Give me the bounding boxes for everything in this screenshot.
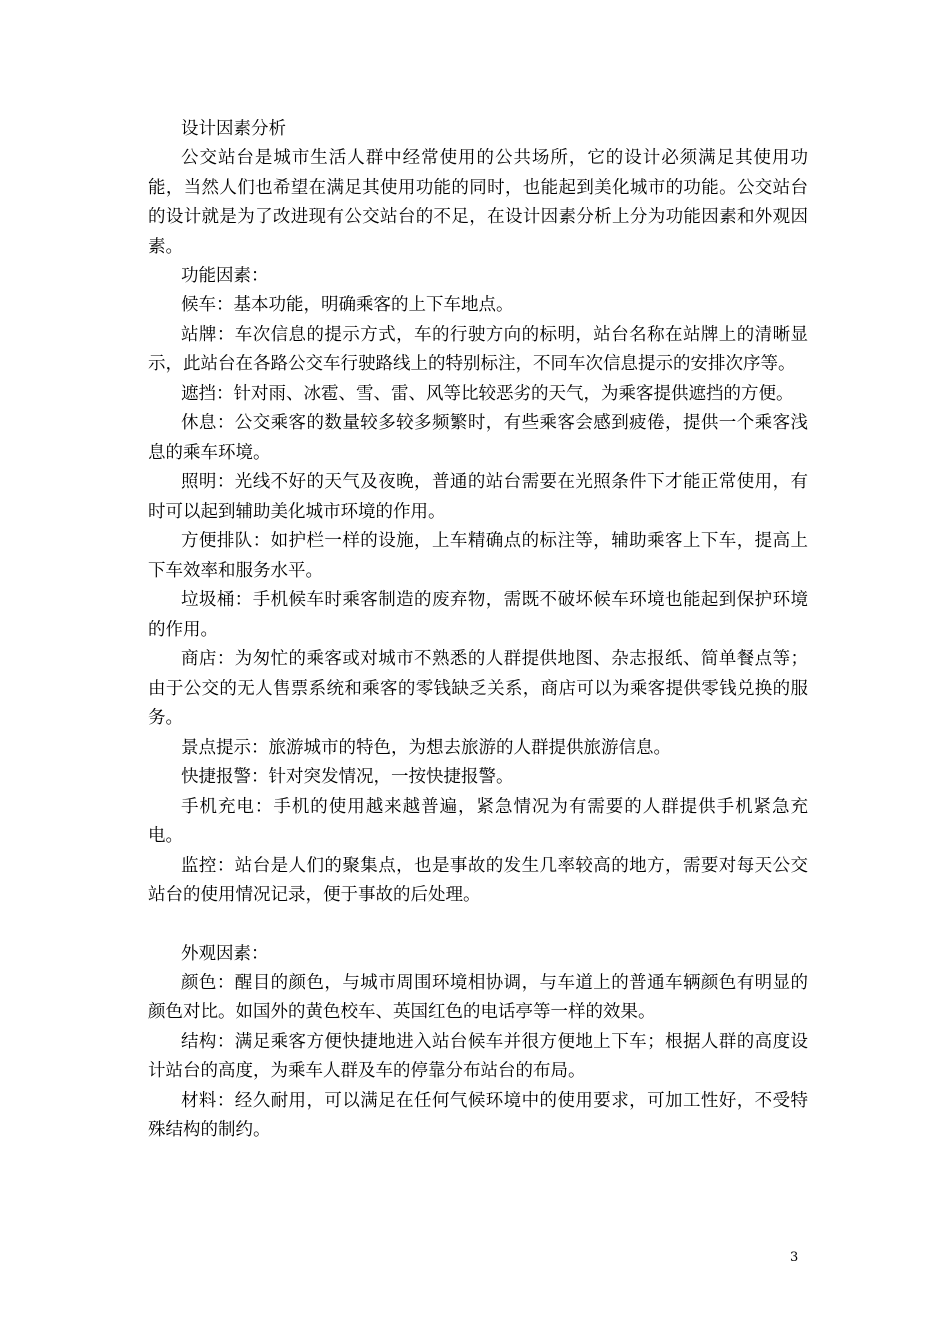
document-body: [148, 115, 808, 1146]
intro-paragraph: 公交站台是城市生活人群中经常使用的公共场所，它的设计必须满足其使用功能，当然人们也希望在满足其使用功能的同时，也能起到美化城市的功能。公交站台的设计就是为了改进现有公交站台的不足，在设计因素分析上分为功能因素和外观因素。: [148, 148, 808, 257]
appearance-item-color: 颜色：醒目的颜色，与城市周围环境相协调，与车道上的普通车辆颜色有明显的颜色对比。如国外的黄色校车、英国红色的电话亭等一样的效果。: [148, 972, 808, 1022]
appearance-item-material: 材料：经久耐用，可以满足在任何气候环境中的使用要求，可加工性好，不受特殊结构的制约。: [148, 1090, 808, 1140]
function-item-monitoring: 监控：站台是人们的聚集点，也是事故的发生几率较高的地方，需要对每天公交站台的使用情况记录，便于事故的后处理。: [148, 855, 808, 905]
function-item-trash-bin: 垃圾桶：手机候车时乘客制造的废弃物，需既不破坏候车环境也能起到保护环境的作用。: [148, 590, 808, 640]
function-item-shop: 商店：为匆忙的乘客或对城市不熟悉的人群提供地图、杂志报纸、简单餐点等；由于公交的无人售票系统和乘客的零钱缺乏关系，商店可以为乘客提供零钱兑换的服务。: [148, 649, 808, 728]
paragraph-gap: [148, 911, 808, 940]
function-factors-heading: 功能因素：: [181, 266, 269, 286]
function-item-phone-charging: 手机充电：手机的使用越来越普遍，紧急情况为有需要的人群提供手机紧急充电。: [148, 796, 808, 846]
appearance-item-structure: 结构：满足乘客方便快捷地进入站台候车并很方便地上下车；根据人群的高度设计站台的高度，为乘车人群及车的停靠分布站台的布局。: [148, 1031, 808, 1081]
function-item-stop-sign: 站牌：车次信息的提示方式，车的行驶方向的标明，站台名称在站牌上的清晰显示，此站台在各路公交车行驶路线上的特别标注，不同车次信息提示的安排次序等。: [148, 324, 808, 374]
function-item-lighting: 照明：光线不好的天气及夜晚，普通的站台需要在光照条件下才能正常使用，有时可以起到辅助美化城市环境的作用。: [148, 472, 808, 522]
function-item-quick-alarm: 快捷报警：针对突发情况，一按快捷报警。: [181, 767, 514, 787]
function-item-waiting: 候车：基本功能，明确乘客的上下车地点。: [181, 295, 514, 315]
section-heading: 设计因素分析: [181, 119, 286, 139]
function-item-attraction-info: 景点提示：旅游城市的特色，为想去旅游的人群提供旅游信息。: [181, 737, 671, 758]
page-number: 3: [790, 1250, 799, 1265]
function-item-shelter: 遮挡：针对雨、冰雹、雪、雷、风等比较恶劣的天气，为乘客提供遮挡的方便。: [181, 383, 794, 404]
appearance-factors-heading: 外观因素：: [181, 943, 269, 964]
function-item-rest: 休息：公交乘客的数量较多较多频繁时，有些乘客会感到疲倦，提供一个乘客浅息的乘车环境。: [148, 413, 808, 463]
function-item-queueing: 方便排队：如护栏一样的设施，上车精确点的标注等，辅助乘客上下车，提高上下车效率和服务水平。: [148, 531, 808, 581]
